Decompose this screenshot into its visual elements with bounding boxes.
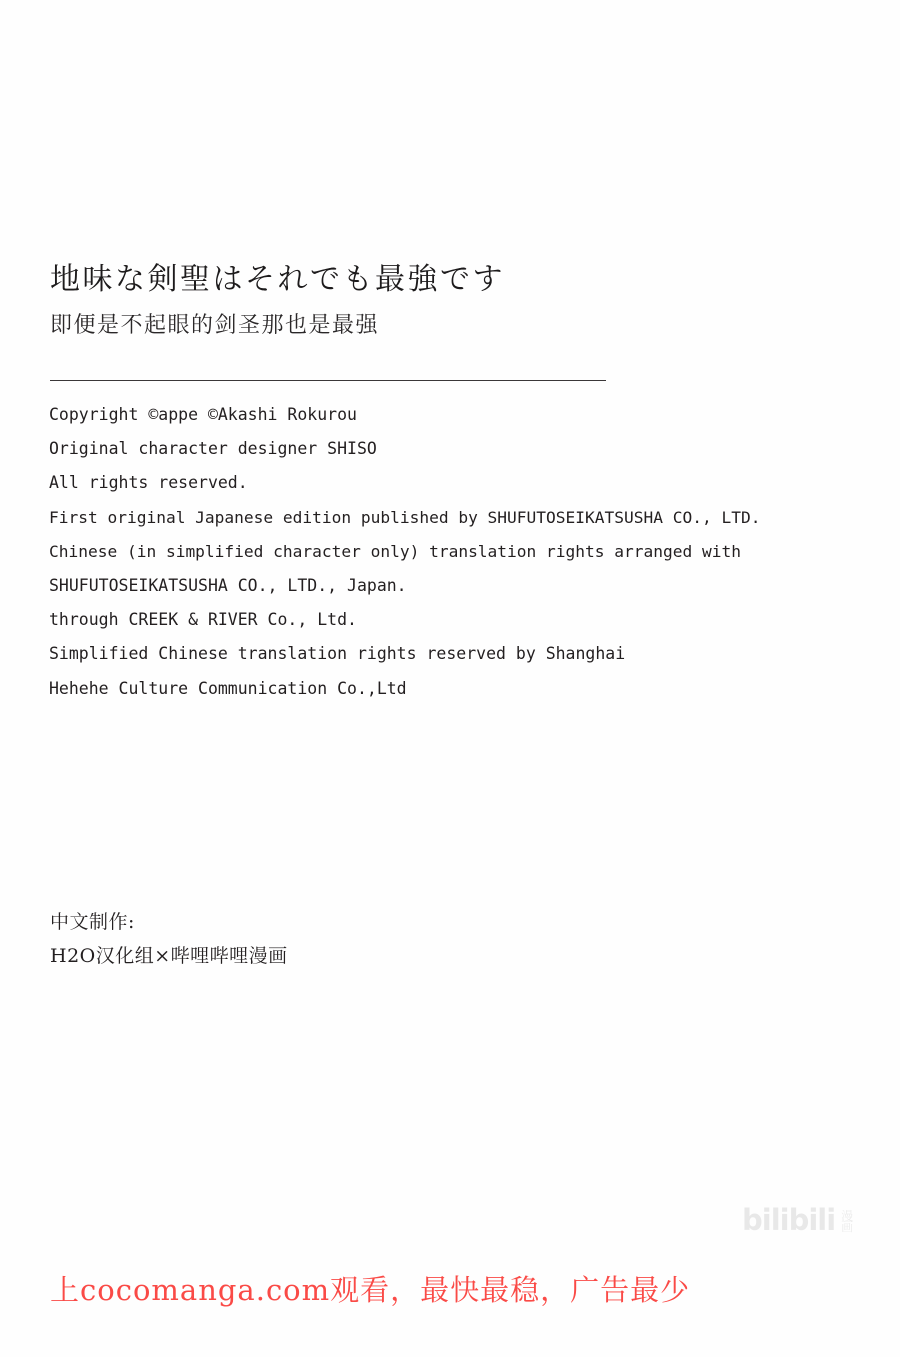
copyright-line: Copyright ©appe ©Akashi Rokurou bbox=[49, 405, 357, 424]
credits-block bbox=[50, 905, 288, 973]
copyright-line: Simplified Chinese translation rights reserved by Shanghai bbox=[49, 644, 626, 664]
copyright-line: Original character designer SHISO bbox=[49, 439, 377, 459]
bilibili-watermark bbox=[742, 1203, 855, 1237]
title-chinese: 即便是不起眼的剑圣那也是最强 bbox=[50, 313, 380, 338]
copyright-line: Chinese (in simplified character only) translation rights arranged with bbox=[49, 541, 741, 561]
credits-label: 中文制作: bbox=[50, 911, 135, 933]
horizontal-divider bbox=[50, 380, 606, 381]
copyright-line: Hehehe Culture Communication Co.,Ltd bbox=[49, 678, 407, 698]
copyright-line: All rights reserved. bbox=[49, 473, 248, 493]
bilibili-logo-text: bilibili bbox=[742, 1203, 836, 1237]
copyright-line: First original Japanese edition published by SHUFUTOSEIKATSUSHA CO., LTD. bbox=[49, 507, 761, 527]
title-japanese: 地味な剣聖はそれでも最強です bbox=[50, 262, 505, 297]
bilibili-watermark-suffix: 漫画 bbox=[841, 1209, 854, 1234]
title-block bbox=[50, 262, 850, 339]
copyright-line: through CREEK & RIVER Co., Ltd. bbox=[49, 610, 357, 630]
copyright-block bbox=[49, 398, 879, 706]
copyright-line: SHUFUTOSEIKATSUSHA CO., LTD., Japan. bbox=[49, 576, 407, 596]
credits-group: H2O汉化组×哔哩哔哩漫画 bbox=[50, 945, 288, 967]
site-promo-banner: 上cocomanga.com观看，最快最稳，广告最少 bbox=[50, 1273, 691, 1307]
